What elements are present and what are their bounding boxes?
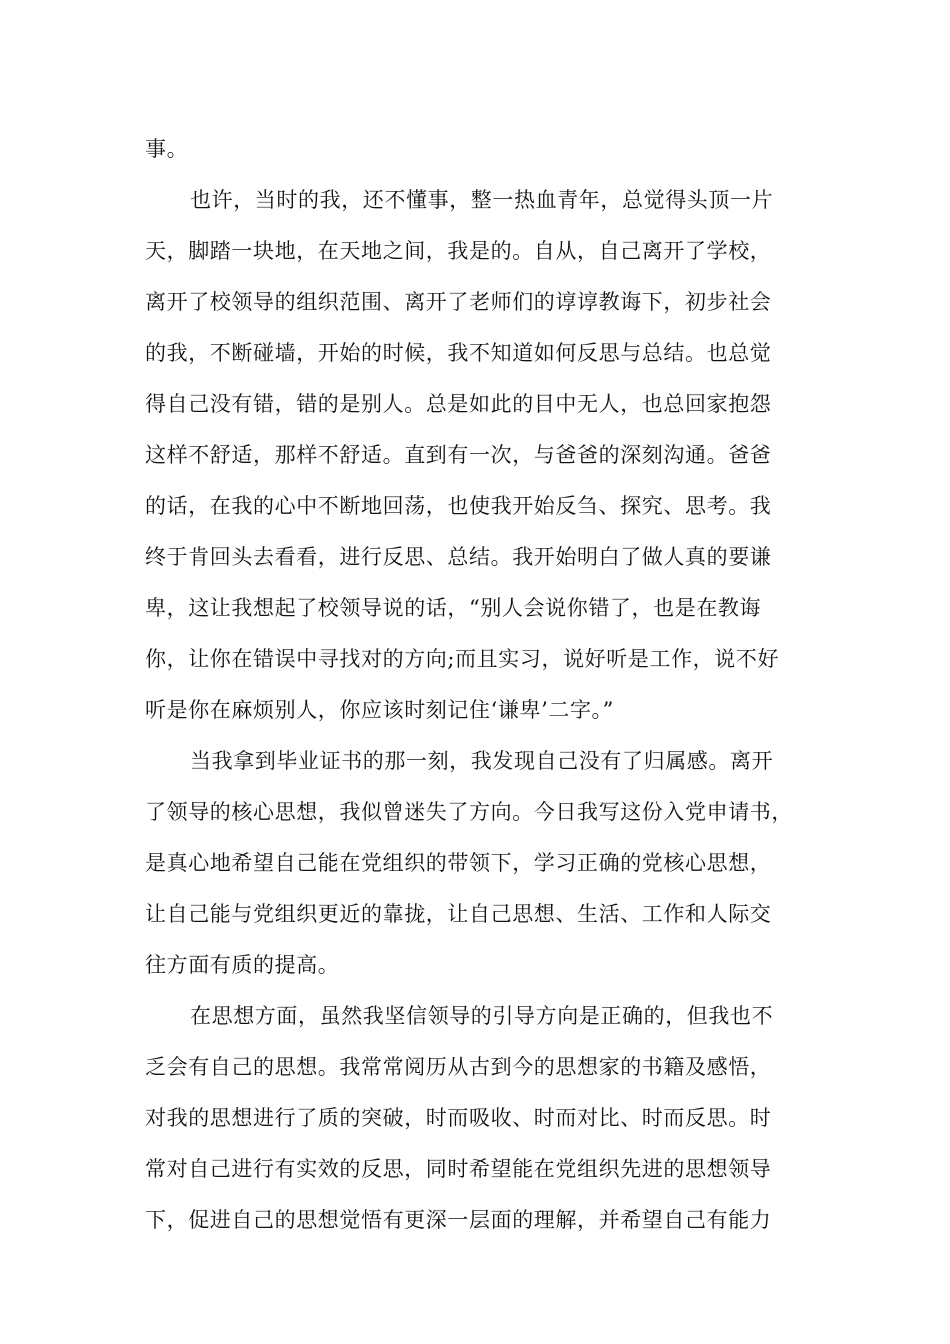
text-line: 的我，不断碰墙，开始的时候，我不知道如何反思与总结。也总觉 bbox=[145, 341, 772, 365]
paragraph-start-line: 在思想方面，虽然我坚信领导的引导方向是正确的，但我也不 bbox=[190, 1004, 774, 1028]
text-line: 了领导的核心思想，我似曾迷失了方向。今日我写这份入党申请书， bbox=[145, 800, 793, 824]
text-line: 卑，这让我想起了校领导说的话，“别人会说你错了，也是在教诲 bbox=[145, 596, 762, 620]
text-line: 乏会有自己的思想。我常常阅历从古到今的思想家的书籍及感悟， bbox=[145, 1055, 772, 1079]
paragraph-start-line: 也许，当时的我，还不懂事，整一热血青年，总觉得头顶一片 bbox=[190, 188, 774, 212]
text-line: 离开了校领导的组织范围、离开了老师们的谆谆教诲下，初步社会 bbox=[145, 290, 772, 314]
paragraph-start-line: 当我拿到毕业证书的那一刻，我发现自己没有了归属感。离开 bbox=[190, 749, 774, 773]
text-line: 你，让你在错误中寻找对的方向;而且实习，说好听是工作，说不好 bbox=[145, 647, 780, 671]
text-line: 得自己没有错，错的是别人。总是如此的目中无人，也总回家抱怨 bbox=[145, 392, 772, 416]
text-line: 听是你在麻烦别人，你应该时刻记住‘谦卑’二字。” bbox=[145, 698, 614, 722]
text-line: 这样不舒适，那样不舒适。直到有一次，与爸爸的深刻沟通。爸爸 bbox=[145, 443, 772, 467]
text-line: 往方面有质的提高。 bbox=[145, 953, 340, 977]
text-line: 让自己能与党组织更近的靠拢，让自己思想、生活、工作和人际交 bbox=[145, 902, 772, 926]
text-line: 对我的思想进行了质的突破，时而吸收、时而对比、时而反思。时 bbox=[145, 1106, 772, 1130]
text-line: 终于肯回头去看看，进行反思、总结。我开始明白了做人真的要谦 bbox=[145, 545, 772, 569]
text-line: 是真心地希望自己能在党组织的带领下，学习正确的党核心思想， bbox=[145, 851, 772, 875]
text-line: 常对自己进行有实效的反思，同时希望能在党组织先进的思想领导 bbox=[145, 1157, 772, 1181]
body-text bbox=[145, 124, 810, 1246]
text-line: 的话，在我的心中不断地回荡，也使我开始反刍、探究、思考。我 bbox=[145, 494, 772, 518]
text-line: 事。 bbox=[145, 137, 189, 161]
text-line: 天，脚踏一块地，在天地之间，我是的。自从，自己离开了学校， bbox=[145, 239, 772, 263]
text-line: 下，促进自己的思想觉悟有更深一层面的理解，并希望自己有能力 bbox=[145, 1208, 772, 1232]
